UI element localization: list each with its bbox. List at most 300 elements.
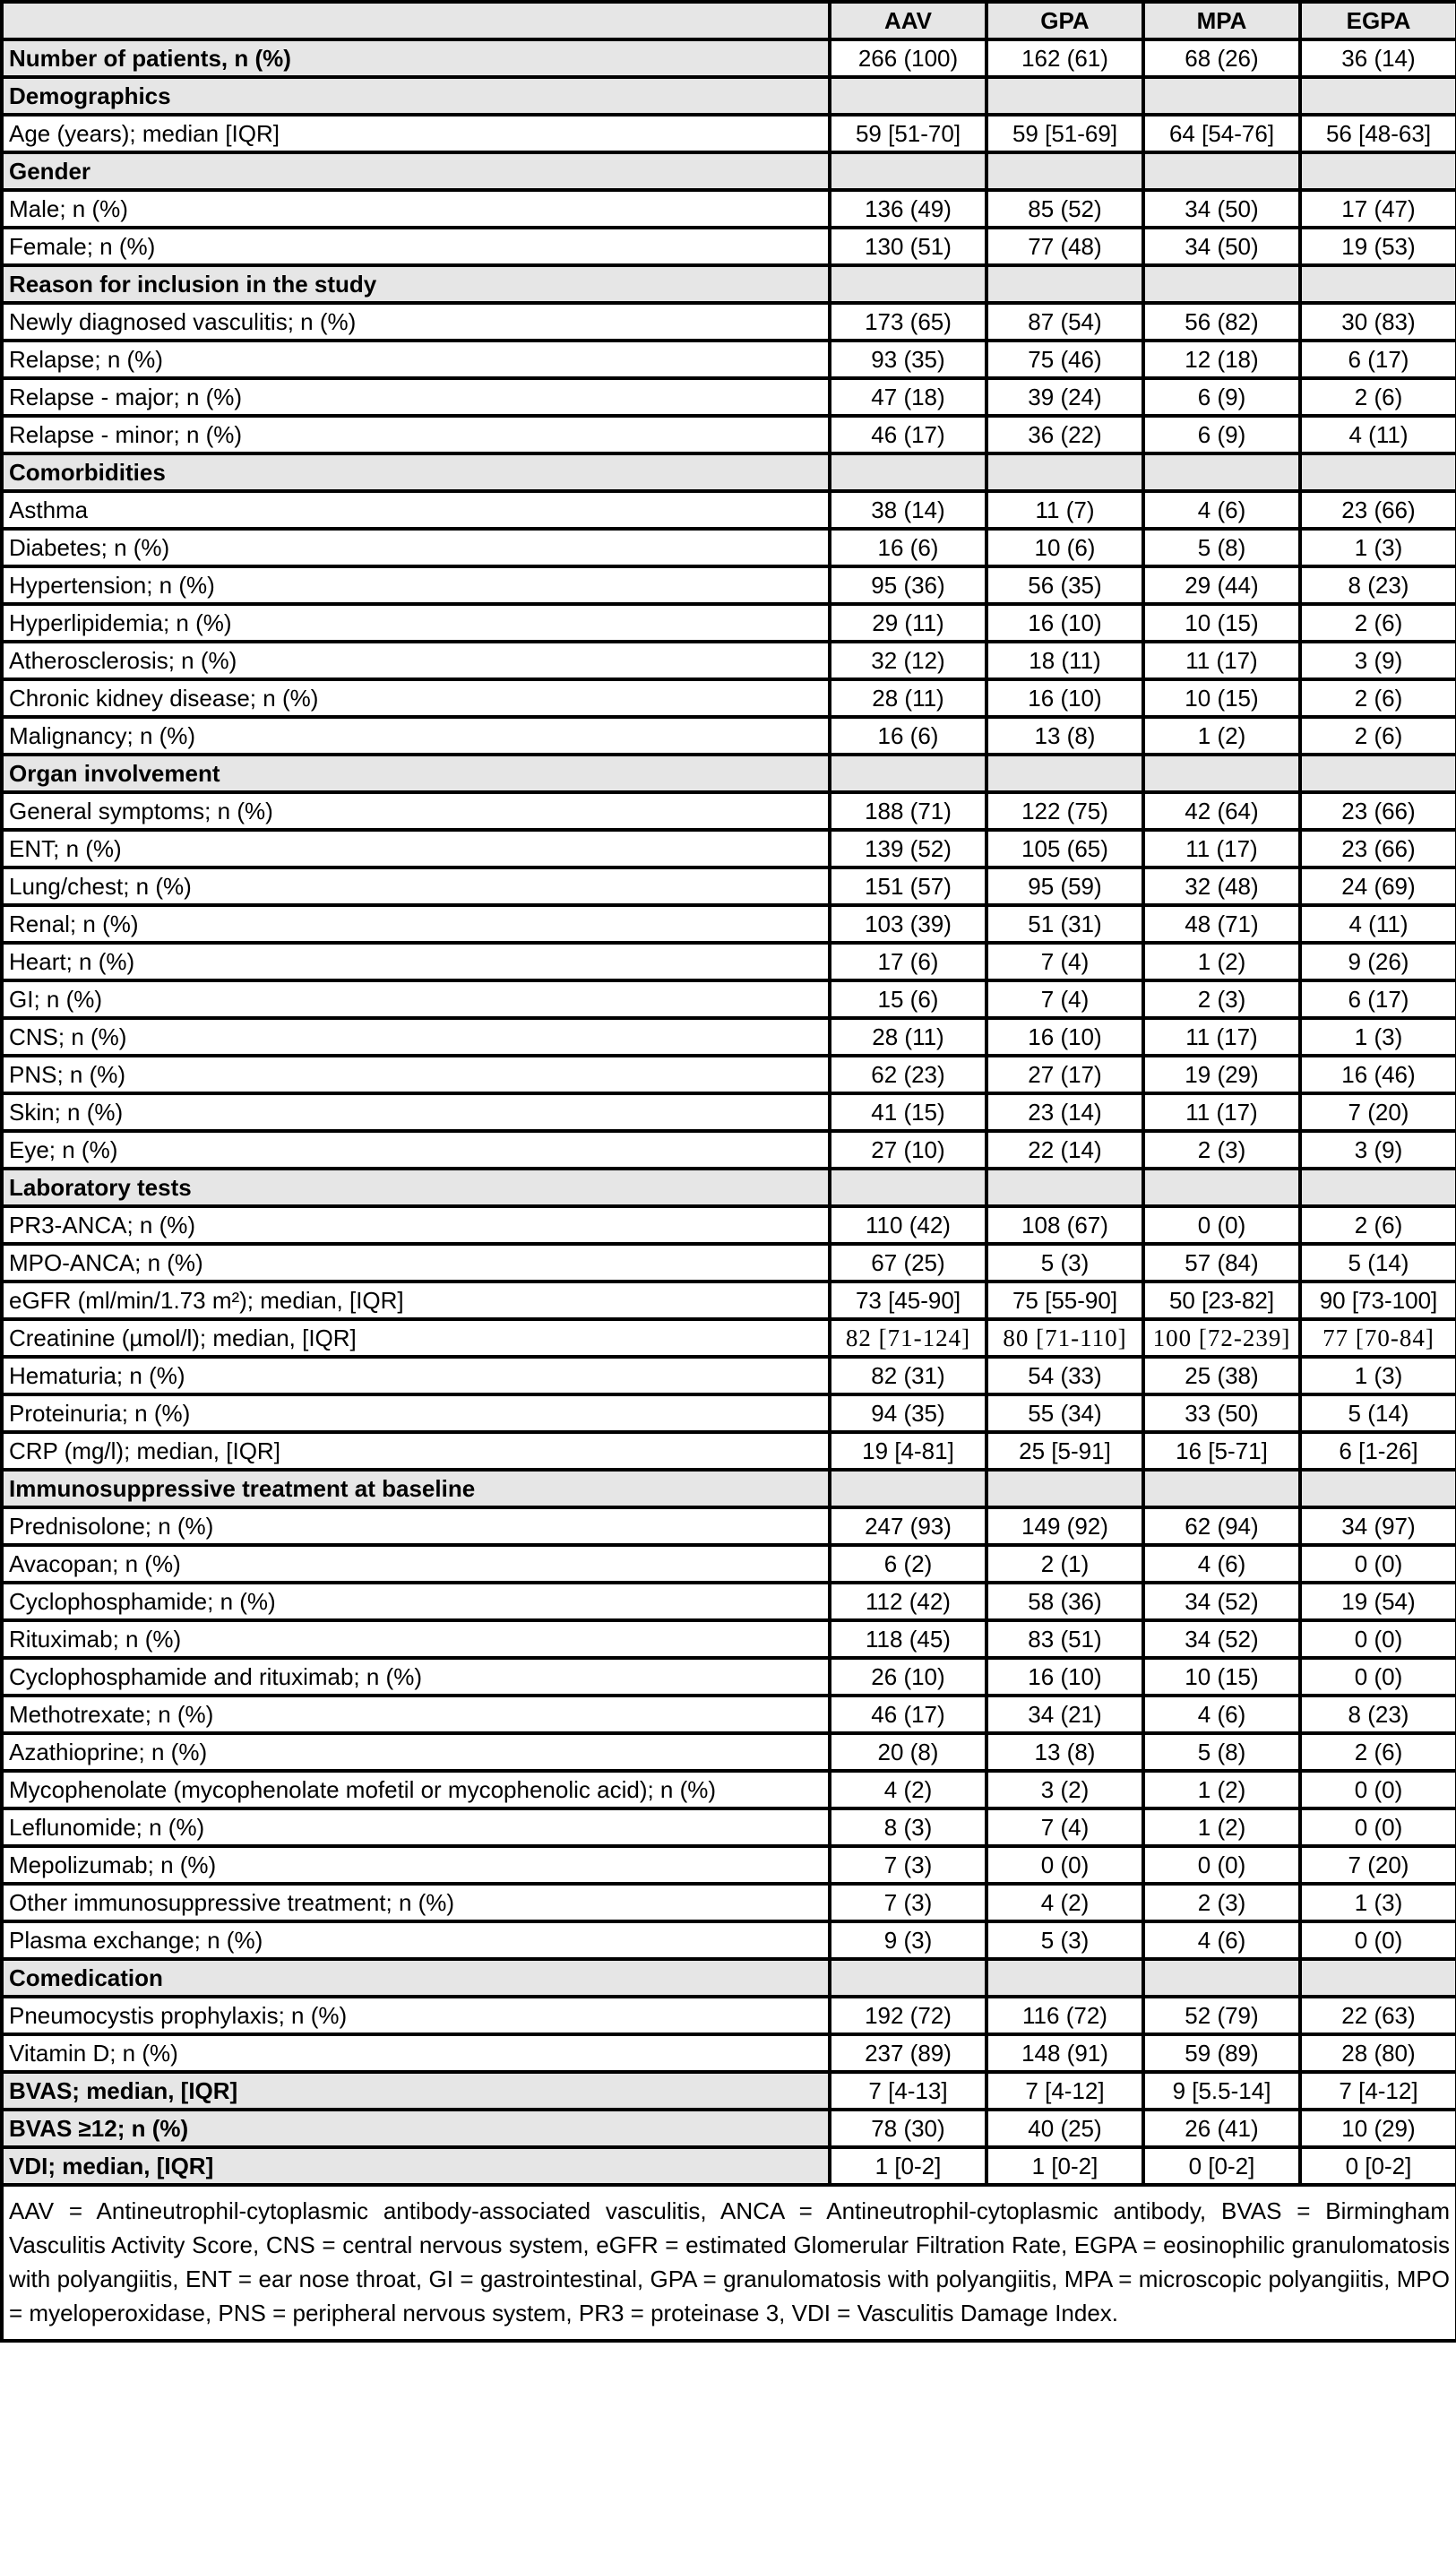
summary-row <box>2 2110 1456 2147</box>
value-mpa: 56 (82) <box>1143 303 1300 341</box>
value-aav: 16 (6) <box>830 529 986 566</box>
row-label: VDI; median, [IQR] <box>2 2147 830 2185</box>
table-row <box>2 1056 1456 1093</box>
table-row <box>2 1733 1456 1771</box>
section-empty-cell <box>830 1169 986 1206</box>
value-gpa: 122 (75) <box>986 792 1143 830</box>
row-label: Number of patients, n (%) <box>2 39 830 77</box>
value-aav: 15 (6) <box>830 980 986 1018</box>
footnote-text: AAV = Antineutrophil-cytoplasmic antibody-associated vasculitis, ANCA = Antineutrophil-cytoplasmic antibody, BVAS = Birmingham Vasculitis Activity Score, CNS = central nervous system, eGFR = estimated Glomerular Filtration Rate, EGPA = eosinophilic granulomatosis with polyangiitis, ENT = ear nose throat, GI = gastrointestinal, GPA = granulomatosis with polyangiitis, MPA = microscopic polyangiitis, MPO = myeloperoxidase, PNS = peripheral nervous system, PR3 = proteinase 3, VDI = Vasculitis Damage Index. <box>2 2185 1456 2341</box>
value-aav: 73 [45-90] <box>830 1282 986 1319</box>
value-gpa: 2 (1) <box>986 1545 1143 1583</box>
value-mpa: 42 (64) <box>1143 792 1300 830</box>
row-label: Leflunomide; n (%) <box>2 1808 830 1846</box>
value-mpa: 1 (2) <box>1143 943 1300 980</box>
value-aav: 82 (31) <box>830 1357 986 1394</box>
row-label: Creatinine (µmol/l); median, [IQR] <box>2 1319 830 1357</box>
value-egpa: 28 (80) <box>1300 2034 1456 2072</box>
header-egpa: EGPA <box>1300 2 1456 39</box>
table-row <box>2 1131 1456 1169</box>
row-label: Malignancy; n (%) <box>2 717 830 755</box>
table-row <box>2 566 1456 604</box>
row-label: CRP (mg/l); median, [IQR] <box>2 1432 830 1470</box>
row-label: Methotrexate; n (%) <box>2 1696 830 1733</box>
table-row <box>2 1658 1456 1696</box>
value-egpa: 1 (3) <box>1300 1018 1456 1056</box>
value-egpa: 3 (9) <box>1300 642 1456 679</box>
table-row <box>2 416 1456 453</box>
value-mpa: 2 (3) <box>1143 1131 1300 1169</box>
section-empty-cell <box>1300 1470 1456 1507</box>
value-gpa: 80 [71-110] <box>986 1319 1143 1357</box>
section-empty-cell <box>1300 1959 1456 1997</box>
value-aav: 95 (36) <box>830 566 986 604</box>
row-label: Chronic kidney disease; n (%) <box>2 679 830 717</box>
value-aav: 110 (42) <box>830 1206 986 1244</box>
table-row <box>2 1244 1456 1282</box>
value-aav: 173 (65) <box>830 303 986 341</box>
value-gpa: 148 (91) <box>986 2034 1143 2072</box>
table-row <box>2 1997 1456 2034</box>
row-label: Diabetes; n (%) <box>2 529 830 566</box>
row-label: Cyclophosphamide; n (%) <box>2 1583 830 1620</box>
table-row <box>2 2034 1456 2072</box>
row-label: CNS; n (%) <box>2 1018 830 1056</box>
value-gpa: 23 (14) <box>986 1093 1143 1131</box>
value-mpa: 1 (2) <box>1143 1808 1300 1846</box>
value-aav: 192 (72) <box>830 1997 986 2034</box>
value-aav: 16 (6) <box>830 717 986 755</box>
value-mpa: 34 (52) <box>1143 1583 1300 1620</box>
table-row <box>2 1432 1456 1470</box>
value-mpa: 50 [23-82] <box>1143 1282 1300 1319</box>
value-egpa: 7 (20) <box>1300 1846 1456 1884</box>
section-empty-cell <box>1143 152 1300 190</box>
value-aav: 27 (10) <box>830 1131 986 1169</box>
table-row <box>2 943 1456 980</box>
value-egpa: 30 (83) <box>1300 303 1456 341</box>
value-gpa: 5 (3) <box>986 1921 1143 1959</box>
value-gpa: 13 (8) <box>986 717 1143 755</box>
value-mpa: 57 (84) <box>1143 1244 1300 1282</box>
table-row <box>2 1921 1456 1959</box>
value-gpa: 7 [4-12] <box>986 2072 1143 2110</box>
section-header-row <box>2 265 1456 303</box>
value-gpa: 40 (25) <box>986 2110 1143 2147</box>
value-mpa: 52 (79) <box>1143 1997 1300 2034</box>
value-mpa: 4 (6) <box>1143 1921 1300 1959</box>
section-empty-cell <box>986 265 1143 303</box>
row-label: MPO-ANCA; n (%) <box>2 1244 830 1282</box>
row-label: Rituximab; n (%) <box>2 1620 830 1658</box>
value-gpa: 95 (59) <box>986 867 1143 905</box>
section-empty-cell <box>1143 1470 1300 1507</box>
value-gpa: 77 (48) <box>986 228 1143 265</box>
section-title: Organ involvement <box>2 755 830 792</box>
value-mpa: 6 (9) <box>1143 416 1300 453</box>
section-empty-cell <box>1143 77 1300 115</box>
row-label: Asthma <box>2 491 830 529</box>
table-row <box>2 228 1456 265</box>
value-mpa: 5 (8) <box>1143 529 1300 566</box>
section-empty-cell <box>1300 77 1456 115</box>
footnote-row <box>2 2185 1456 2341</box>
value-mpa: 11 (17) <box>1143 642 1300 679</box>
value-aav: 118 (45) <box>830 1620 986 1658</box>
value-aav: 7 [4-13] <box>830 2072 986 2110</box>
value-mpa: 26 (41) <box>1143 2110 1300 2147</box>
section-header-row <box>2 152 1456 190</box>
row-label: Relapse - minor; n (%) <box>2 416 830 453</box>
value-egpa: 2 (6) <box>1300 1733 1456 1771</box>
value-aav: 67 (25) <box>830 1244 986 1282</box>
header-mpa: MPA <box>1143 2 1300 39</box>
value-egpa: 5 (14) <box>1300 1244 1456 1282</box>
value-aav: 28 (11) <box>830 679 986 717</box>
row-label: eGFR (ml/min/1.73 m²); median, [IQR] <box>2 1282 830 1319</box>
section-empty-cell <box>1300 265 1456 303</box>
value-mpa: 33 (50) <box>1143 1394 1300 1432</box>
value-egpa: 90 [73-100] <box>1300 1282 1456 1319</box>
table-row <box>2 378 1456 416</box>
section-empty-cell <box>986 1470 1143 1507</box>
value-aav: 1 [0-2] <box>830 2147 986 2185</box>
value-gpa: 36 (22) <box>986 416 1143 453</box>
table-row <box>2 303 1456 341</box>
section-empty-cell <box>986 77 1143 115</box>
table-row <box>2 115 1456 152</box>
section-empty-cell <box>1143 265 1300 303</box>
value-gpa: 7 (4) <box>986 1808 1143 1846</box>
section-title: Immunosuppressive treatment at baseline <box>2 1470 830 1507</box>
value-gpa: 54 (33) <box>986 1357 1143 1394</box>
row-label: ENT; n (%) <box>2 830 830 867</box>
value-egpa: 0 (0) <box>1300 1620 1456 1658</box>
row-label: Newly diagnosed vasculitis; n (%) <box>2 303 830 341</box>
table-row <box>2 1319 1456 1357</box>
value-aav: 151 (57) <box>830 867 986 905</box>
value-aav: 26 (10) <box>830 1658 986 1696</box>
table-row <box>2 1583 1456 1620</box>
section-empty-cell <box>1300 755 1456 792</box>
value-gpa: 55 (34) <box>986 1394 1143 1432</box>
value-gpa: 16 (10) <box>986 1658 1143 1696</box>
row-label: PNS; n (%) <box>2 1056 830 1093</box>
value-mpa: 34 (50) <box>1143 190 1300 228</box>
value-gpa: 7 (4) <box>986 980 1143 1018</box>
value-gpa: 5 (3) <box>986 1244 1143 1282</box>
value-egpa: 23 (66) <box>1300 491 1456 529</box>
value-gpa: 59 [51-69] <box>986 115 1143 152</box>
section-header-row <box>2 1470 1456 1507</box>
section-empty-cell <box>1300 152 1456 190</box>
value-egpa: 0 (0) <box>1300 1771 1456 1808</box>
value-gpa: 58 (36) <box>986 1583 1143 1620</box>
value-aav: 237 (89) <box>830 2034 986 2072</box>
value-egpa: 0 (0) <box>1300 1808 1456 1846</box>
value-gpa: 75 (46) <box>986 341 1143 378</box>
table-row <box>2 529 1456 566</box>
value-egpa: 7 [4-12] <box>1300 2072 1456 2110</box>
value-aav: 46 (17) <box>830 416 986 453</box>
value-egpa: 3 (9) <box>1300 1131 1456 1169</box>
value-mpa: 19 (29) <box>1143 1056 1300 1093</box>
row-label: Avacopan; n (%) <box>2 1545 830 1583</box>
value-mpa: 1 (2) <box>1143 717 1300 755</box>
value-mpa: 34 (52) <box>1143 1620 1300 1658</box>
row-label: Mepolizumab; n (%) <box>2 1846 830 1884</box>
row-label: Relapse; n (%) <box>2 341 830 378</box>
value-aav: 17 (6) <box>830 943 986 980</box>
section-empty-cell <box>830 152 986 190</box>
value-gpa: 16 (10) <box>986 679 1143 717</box>
table-row <box>2 905 1456 943</box>
row-label: Pneumocystis prophylaxis; n (%) <box>2 1997 830 2034</box>
value-gpa: 149 (92) <box>986 1507 1143 1545</box>
value-egpa: 4 (11) <box>1300 416 1456 453</box>
value-aav: 62 (23) <box>830 1056 986 1093</box>
value-mpa: 5 (8) <box>1143 1733 1300 1771</box>
value-gpa: 39 (24) <box>986 378 1143 416</box>
table-row <box>2 1018 1456 1056</box>
value-egpa: 2 (6) <box>1300 717 1456 755</box>
value-gpa: 51 (31) <box>986 905 1143 943</box>
section-title: Comedication <box>2 1959 830 1997</box>
header-gpa: GPA <box>986 2 1143 39</box>
value-egpa: 1 (3) <box>1300 1357 1456 1394</box>
value-mpa: 4 (6) <box>1143 491 1300 529</box>
value-mpa: 100 [72-239] <box>1143 1319 1300 1357</box>
row-label: BVAS; median, [IQR] <box>2 2072 830 2110</box>
value-mpa: 48 (71) <box>1143 905 1300 943</box>
section-empty-cell <box>830 755 986 792</box>
value-gpa: 1 [0-2] <box>986 2147 1143 2185</box>
table-row <box>2 1771 1456 1808</box>
value-gpa: 75 [55-90] <box>986 1282 1143 1319</box>
table-row <box>2 604 1456 642</box>
value-gpa: 116 (72) <box>986 1997 1143 2034</box>
value-mpa: 0 (0) <box>1143 1846 1300 1884</box>
value-egpa: 19 (54) <box>1300 1583 1456 1620</box>
value-aav: 247 (93) <box>830 1507 986 1545</box>
table-row <box>2 980 1456 1018</box>
value-egpa: 17 (47) <box>1300 190 1456 228</box>
row-label: Relapse - major; n (%) <box>2 378 830 416</box>
value-mpa: 16 [5-71] <box>1143 1432 1300 1470</box>
value-gpa: 25 [5-91] <box>986 1432 1143 1470</box>
value-mpa: 62 (94) <box>1143 1507 1300 1545</box>
section-title: Comorbidities <box>2 453 830 491</box>
row-label: Renal; n (%) <box>2 905 830 943</box>
section-empty-cell <box>1143 1169 1300 1206</box>
table-row <box>2 1696 1456 1733</box>
row-label: Male; n (%) <box>2 190 830 228</box>
section-header-row <box>2 1959 1456 1997</box>
section-header-row <box>2 77 1456 115</box>
section-empty-cell <box>986 152 1143 190</box>
table-row <box>2 190 1456 228</box>
value-mpa: 11 (17) <box>1143 830 1300 867</box>
value-egpa: 2 (6) <box>1300 604 1456 642</box>
value-gpa: 85 (52) <box>986 190 1143 228</box>
value-aav: 188 (71) <box>830 792 986 830</box>
value-aav: 93 (35) <box>830 341 986 378</box>
value-egpa: 8 (23) <box>1300 1696 1456 1733</box>
value-egpa: 9 (26) <box>1300 943 1456 980</box>
value-mpa: 4 (6) <box>1143 1696 1300 1733</box>
value-egpa: 6 [1-26] <box>1300 1432 1456 1470</box>
section-empty-cell <box>986 1959 1143 1997</box>
row-label: Prednisolone; n (%) <box>2 1507 830 1545</box>
table-row <box>2 1507 1456 1545</box>
value-egpa: 5 (14) <box>1300 1394 1456 1432</box>
value-mpa: 59 (89) <box>1143 2034 1300 2072</box>
section-title: Demographics <box>2 77 830 115</box>
section-empty-cell <box>986 755 1143 792</box>
value-aav: 94 (35) <box>830 1394 986 1432</box>
value-aav: 8 (3) <box>830 1808 986 1846</box>
table-row <box>2 491 1456 529</box>
value-aav: 130 (51) <box>830 228 986 265</box>
table-row <box>2 717 1456 755</box>
row-label: Mycophenolate (mycophenolate mofetil or mycophenolic acid); n (%) <box>2 1771 830 1808</box>
value-gpa: 56 (35) <box>986 566 1143 604</box>
value-aav: 136 (49) <box>830 190 986 228</box>
row-label: Proteinuria; n (%) <box>2 1394 830 1432</box>
value-aav: 112 (42) <box>830 1583 986 1620</box>
row-label: Lung/chest; n (%) <box>2 867 830 905</box>
section-empty-cell <box>986 1169 1143 1206</box>
value-aav: 59 [51-70] <box>830 115 986 152</box>
value-mpa: 11 (17) <box>1143 1093 1300 1131</box>
section-empty-cell <box>830 453 986 491</box>
value-egpa: 0 [0-2] <box>1300 2147 1456 2185</box>
value-aav: 20 (8) <box>830 1733 986 1771</box>
value-aav: 7 (3) <box>830 1846 986 1884</box>
value-egpa: 7 (20) <box>1300 1093 1456 1131</box>
section-empty-cell <box>830 77 986 115</box>
value-egpa: 34 (97) <box>1300 1507 1456 1545</box>
value-mpa: 0 [0-2] <box>1143 2147 1300 2185</box>
row-label: Azathioprine; n (%) <box>2 1733 830 1771</box>
row-label: Female; n (%) <box>2 228 830 265</box>
row-label: General symptoms; n (%) <box>2 792 830 830</box>
value-egpa: 19 (53) <box>1300 228 1456 265</box>
value-egpa: 0 (0) <box>1300 1921 1456 1959</box>
value-egpa: 4 (11) <box>1300 905 1456 943</box>
value-aav: 46 (17) <box>830 1696 986 1733</box>
value-gpa: 18 (11) <box>986 642 1143 679</box>
section-title: Reason for inclusion in the study <box>2 265 830 303</box>
table-row <box>2 1545 1456 1583</box>
value-egpa: 23 (66) <box>1300 830 1456 867</box>
row-label: Plasma exchange; n (%) <box>2 1921 830 1959</box>
header-aav: AAV <box>830 2 986 39</box>
value-mpa: 68 (26) <box>1143 39 1300 77</box>
value-aav: 82 [71-124] <box>830 1319 986 1357</box>
value-aav: 38 (14) <box>830 491 986 529</box>
value-egpa: 8 (23) <box>1300 566 1456 604</box>
table-row <box>2 1394 1456 1432</box>
value-gpa: 105 (65) <box>986 830 1143 867</box>
value-gpa: 7 (4) <box>986 943 1143 980</box>
value-gpa: 162 (61) <box>986 39 1143 77</box>
value-aav: 47 (18) <box>830 378 986 416</box>
table-row <box>2 1357 1456 1394</box>
section-empty-cell <box>830 265 986 303</box>
value-egpa: 1 (3) <box>1300 529 1456 566</box>
section-empty-cell <box>830 1959 986 1997</box>
section-empty-cell <box>1143 453 1300 491</box>
value-mpa: 32 (48) <box>1143 867 1300 905</box>
value-egpa: 6 (17) <box>1300 980 1456 1018</box>
value-gpa: 27 (17) <box>986 1056 1143 1093</box>
value-gpa: 13 (8) <box>986 1733 1143 1771</box>
table-row <box>2 1808 1456 1846</box>
section-empty-cell <box>830 1470 986 1507</box>
value-mpa: 11 (17) <box>1143 1018 1300 1056</box>
section-title: Laboratory tests <box>2 1169 830 1206</box>
table-row <box>2 1884 1456 1921</box>
header-row <box>2 2 1456 39</box>
value-mpa: 10 (15) <box>1143 679 1300 717</box>
row-label: Eye; n (%) <box>2 1131 830 1169</box>
value-aav: 6 (2) <box>830 1545 986 1583</box>
value-aav: 29 (11) <box>830 604 986 642</box>
value-egpa: 0 (0) <box>1300 1658 1456 1696</box>
value-gpa: 11 (7) <box>986 491 1143 529</box>
value-gpa: 16 (10) <box>986 1018 1143 1056</box>
value-gpa: 0 (0) <box>986 1846 1143 1884</box>
value-egpa: 16 (46) <box>1300 1056 1456 1093</box>
value-mpa: 2 (3) <box>1143 980 1300 1018</box>
value-egpa: 0 (0) <box>1300 1545 1456 1583</box>
row-label: Age (years); median [IQR] <box>2 115 830 152</box>
value-egpa: 2 (6) <box>1300 378 1456 416</box>
value-egpa: 24 (69) <box>1300 867 1456 905</box>
row-label: PR3-ANCA; n (%) <box>2 1206 830 1244</box>
value-aav: 4 (2) <box>830 1771 986 1808</box>
value-mpa: 10 (15) <box>1143 604 1300 642</box>
value-gpa: 16 (10) <box>986 604 1143 642</box>
value-aav: 28 (11) <box>830 1018 986 1056</box>
value-egpa: 1 (3) <box>1300 1884 1456 1921</box>
value-egpa: 36 (14) <box>1300 39 1456 77</box>
value-aav: 139 (52) <box>830 830 986 867</box>
row-label: Atherosclerosis; n (%) <box>2 642 830 679</box>
value-mpa: 9 [5.5-14] <box>1143 2072 1300 2110</box>
value-mpa: 64 [54-76] <box>1143 115 1300 152</box>
value-egpa: 6 (17) <box>1300 341 1456 378</box>
value-gpa: 22 (14) <box>986 1131 1143 1169</box>
value-gpa: 108 (67) <box>986 1206 1143 1244</box>
row-label: Hyperlipidemia; n (%) <box>2 604 830 642</box>
section-header-row <box>2 755 1456 792</box>
table-row <box>2 830 1456 867</box>
value-egpa: 10 (29) <box>1300 2110 1456 2147</box>
row-label: Other immunosuppressive treatment; n (%) <box>2 1884 830 1921</box>
value-gpa: 83 (51) <box>986 1620 1143 1658</box>
value-aav: 78 (30) <box>830 2110 986 2147</box>
value-gpa: 3 (2) <box>986 1771 1143 1808</box>
row-label: Hypertension; n (%) <box>2 566 830 604</box>
value-egpa: 56 [48-63] <box>1300 115 1456 152</box>
value-gpa: 34 (21) <box>986 1696 1143 1733</box>
section-empty-cell <box>1300 1169 1456 1206</box>
value-mpa: 25 (38) <box>1143 1357 1300 1394</box>
value-mpa: 2 (3) <box>1143 1884 1300 1921</box>
header-label-cell <box>2 2 830 39</box>
